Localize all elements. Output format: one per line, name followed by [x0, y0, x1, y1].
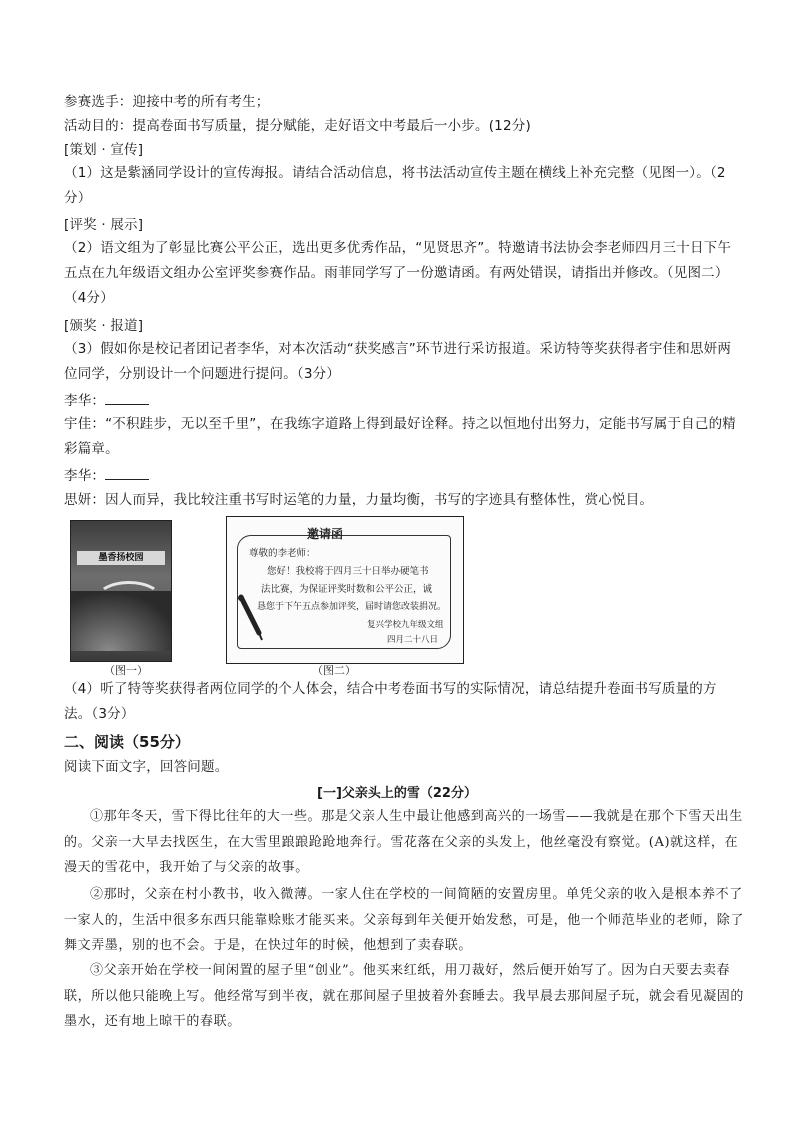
passage-paragraph-1: ①那年冬天，雪下得比往年的大一些。那是父亲人生中最让他感到高兴的一场雪——我就是在那个下雪天出生的。父亲一大早去找医生，在大雪里踉踉跄跄地奔行。雪花落在父亲的头发上，他丝毫没有察觉。(A)就这样，在漫天的雪花中，我开始了与父亲的故事。 [64, 809, 743, 875]
answer-blank-1[interactable] [105, 392, 149, 405]
passage-paragraph-3: ③父亲开始在学校一间闲置的屋子里“创业”。他买来红纸，用刀裁好，然后便开始写了。因为白天要去卖春联，所以他只能晚上写。他经常写到半夜，就在那间屋子里披着外套睡去。我早晨去那间屋子玩，就会看见凝固的墨水，还有地上晾干的春联。 [64, 963, 745, 1029]
passage-paragraph-2: ②那时，父亲在村小教书，收入微薄。一家人住在学校的一间简陋的安置房里。单凭父亲的收入是根本养不了一家人的，生活中很多东西只能靠赊账才能买来。父亲每到年关便开始发愁，可是，他一个师范毕业的老师，除了舞文弄墨，别的也不会。于是，在快过年的时候，他想到了卖春联。 [64, 887, 745, 953]
purpose-line: 活动目的：提高卷面书写质量，提分赋能，走好语文中考最后一小步。(12分) [64, 118, 531, 134]
interview-yujia: 宇佳：“不积跬步，无以至千里”，在我练字道路上得到最好诠释。持之以恒地付出努力，定能书写属于自己的精彩篇章。 [64, 416, 736, 457]
figure-2-caption: （图二） [312, 664, 356, 677]
question-3: （3）假如你是校记者团记者李华，对本次活动“获奖感言”环节进行采访报道。采访特等奖获得者宇佳和思妍两位同学，分别设计一个问题进行提问。（3分） [64, 341, 732, 382]
interview-lihua-2: 李华： [64, 466, 744, 486]
participants-line: 参赛选手：迎接中考的所有考生； [64, 94, 270, 110]
invitation-date: 四月二十八日 [387, 635, 439, 645]
question-4: （4）听了特等奖获得者两位同学的个人体会，结合中考卷面书写的实际情况，请总结提升卷面书写质量的方法。（3分） [64, 681, 717, 722]
stage-planning-label: [策划 · 宣传] [64, 142, 144, 158]
question-2: （2）语文组为了彰显比赛公平公正，选出更多优秀作品，“见贤思齐”。特邀请书法协会李老师四月三十日下午五点在九年级语文组办公室评奖参赛作品。雨菲同学写了一份邀请函。有两处错误，请指出并修改。（见图二）（4分） [64, 240, 732, 306]
pen-icon [235, 593, 265, 643]
answer-blank-2[interactable] [105, 467, 149, 480]
section-2-title: 二、阅读（55分） [64, 733, 190, 751]
reading-instruction: 阅读下面文字，回答问题。 [64, 759, 229, 775]
interview-siyan: 思妍：因人而异，我比较注重书写时运笔的力量，力量均衡，书写的字迹具有整体性，赏心悦目。 [64, 492, 654, 508]
poster-image [70, 520, 172, 662]
invitation-heading: 邀请函 [307, 527, 344, 541]
invitation-line-2: 法比赛，为保证评奖时数和公平公正，诚 [261, 584, 433, 595]
invitation-greeting: 尊敬的李老师： [249, 548, 316, 559]
poster-title: 墨香扬校园 [77, 551, 165, 565]
invitation-image [226, 516, 464, 664]
stage-judging-label: [评奖 · 展示] [64, 217, 144, 233]
poster-landscape-decoration [70, 591, 172, 651]
invitation-line-1: 您好！我校将于四月三十日举办硬笔书 [267, 566, 429, 577]
passage-title: [一]父亲头上的雪（22分） [317, 786, 477, 801]
stage-award-label: [颁奖 · 报道] [64, 318, 144, 334]
interview-lihua-1: 李华： [64, 391, 744, 411]
invitation-signature: 复兴学校九年级文组 [367, 620, 444, 630]
figure-1-caption: （图一） [104, 664, 148, 677]
question-1: （1）这是紫涵同学设计的宣传海报。请结合活动信息，将书法活动宣传主题在横线上补充完整（见图一）。（2分） [64, 165, 726, 206]
invitation-line-3: 恳您于下午五点参加评奖，届时请您改装捐况。 [257, 602, 447, 612]
